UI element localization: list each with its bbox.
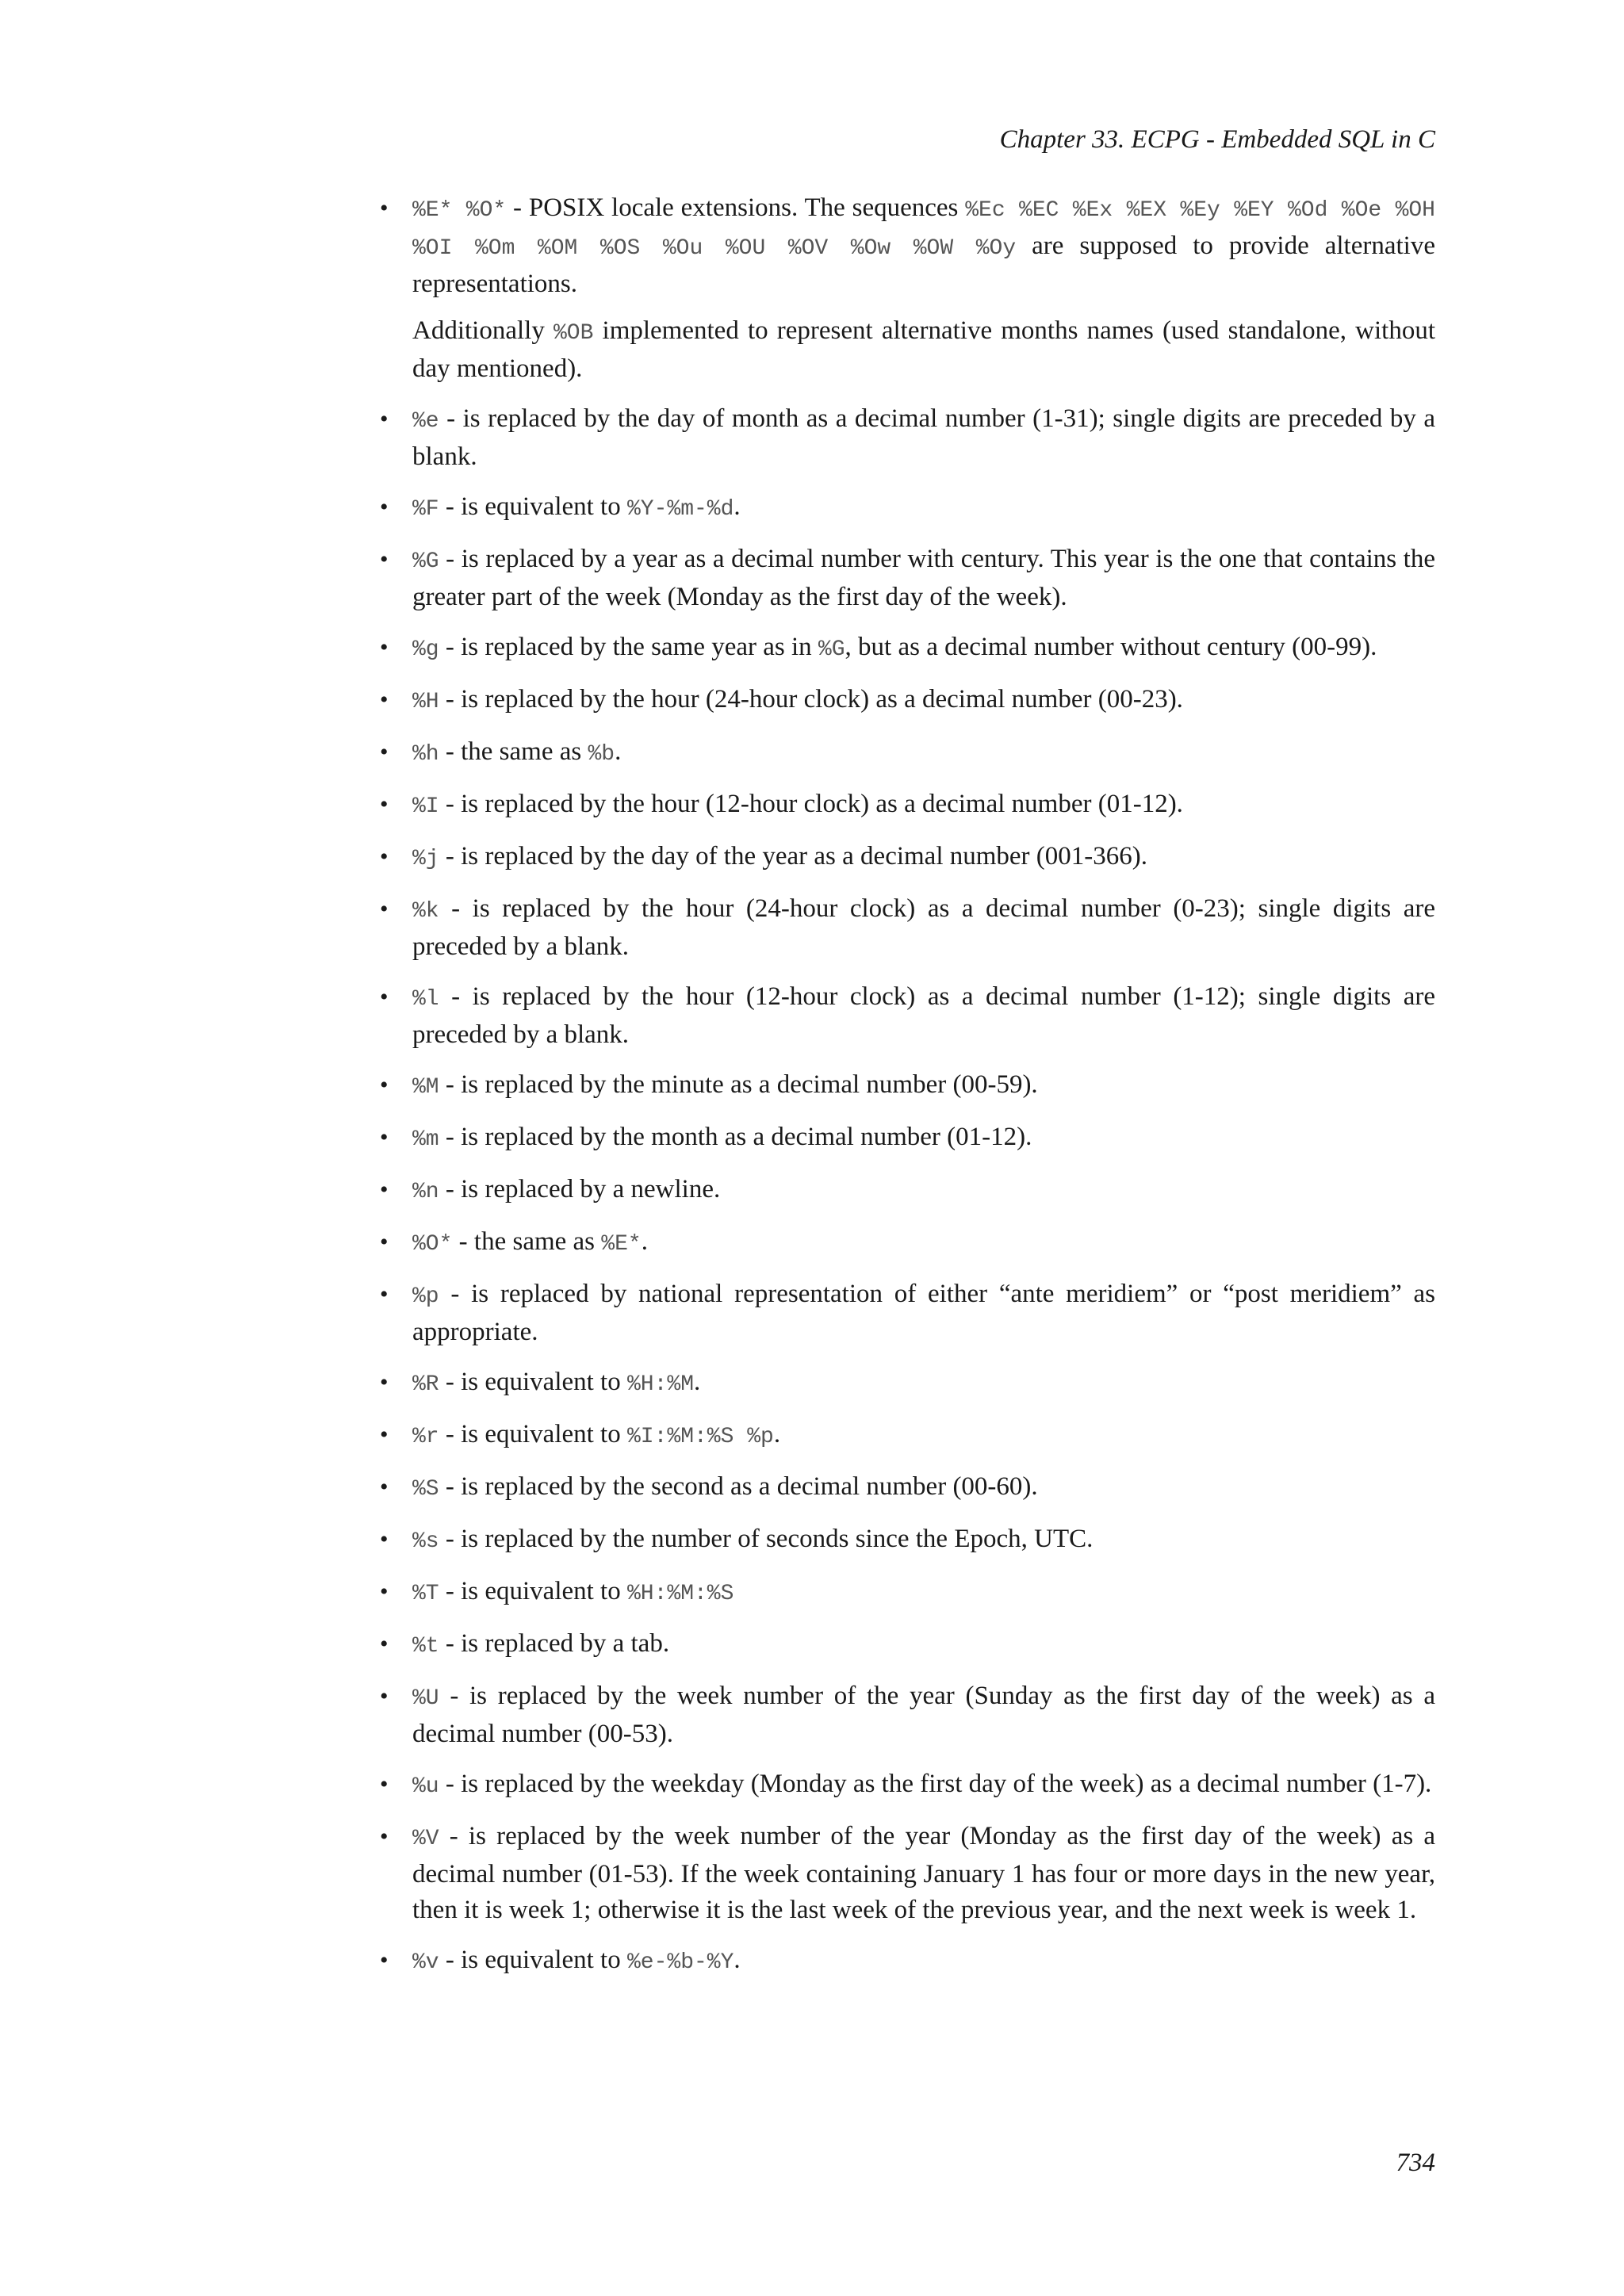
description-text: - is replaced by the weekday (Monday as the first day of the week) as a decimal number (1-7). — [439, 1770, 1432, 1798]
description-text: . — [641, 1227, 648, 1256]
list-item — [374, 401, 1435, 475]
format-code: %s — [412, 1529, 439, 1554]
list-item — [374, 1469, 1435, 1507]
format-code: %H — [412, 690, 439, 714]
description-text: - is replaced by the second as a decimal number (00-60). — [439, 1472, 1038, 1501]
inline-code: %OB — [553, 321, 594, 346]
list-item — [374, 1819, 1435, 1928]
list-item — [374, 979, 1435, 1053]
format-code: %l — [412, 987, 439, 1012]
list-item — [374, 1067, 1435, 1105]
description-text: are supposed to provide alternative representations. — [412, 232, 1435, 298]
description-text: - is replaced by the hour (12-hour clock) as a decimal number (01-12). — [439, 790, 1183, 818]
list-item — [374, 1172, 1435, 1210]
format-code: %M — [412, 1075, 439, 1100]
list-item — [374, 734, 1435, 772]
description-text: - is replaced by the minute as a decimal number (00-59). — [439, 1070, 1038, 1099]
format-code: %j — [412, 847, 439, 871]
description-text: . — [615, 737, 622, 766]
description-text: implemented to represent alternative months names (used standalone, without day mentioned). — [412, 316, 1435, 383]
description-text: - is replaced by the day of month as a decimal number (1-31); single digits are preceded by a blank. — [412, 404, 1435, 471]
description-text: - the same as — [439, 737, 588, 766]
list-item — [374, 1119, 1435, 1158]
description-text: - is replaced by the hour (24-hour clock) as a decimal number (0-23); single digits are preceded by a blank. — [412, 894, 1435, 961]
description-text: - is replaced by a year as a decimal number with century. This year is the one that contains the greater part of the week (Monday as the first day of the week). — [412, 545, 1435, 611]
description-text: - is replaced by a newline. — [439, 1175, 721, 1203]
description-text: - is equivalent to — [439, 492, 627, 521]
list-item — [374, 1224, 1435, 1262]
format-code: %u — [412, 1774, 439, 1799]
format-code: %V — [412, 1827, 439, 1851]
list-item — [374, 190, 1435, 387]
format-code: %F — [412, 497, 439, 522]
format-code: %T — [412, 1582, 439, 1606]
list-item — [374, 1574, 1435, 1612]
description-text: . — [733, 492, 741, 521]
description-text: - POSIX locale extensions. The sequences — [506, 193, 966, 222]
format-code: %S — [412, 1477, 439, 1502]
inline-code: %Y-%m-%d — [626, 497, 734, 522]
format-code: %U — [412, 1686, 439, 1711]
description-text: - is equivalent to — [439, 1368, 627, 1396]
list-item — [374, 1626, 1435, 1664]
list-item — [374, 786, 1435, 825]
inline-code: %G — [818, 637, 845, 662]
description-text: - is replaced by the month as a decimal number (01-12). — [439, 1123, 1032, 1151]
description-text: - is replaced by the week number of the year (Monday as the first day of the week) as a decimal number (01-53). If the week containing January 1 has four or more days in the new year, then it is week 1; otherwise it is the last week of the previous year, and the next week is week 1. — [412, 1822, 1435, 1924]
list-item — [374, 1942, 1435, 1980]
description-text: . — [773, 1420, 781, 1448]
format-code: %R — [412, 1372, 439, 1397]
list-item — [374, 682, 1435, 720]
running-header: Chapter 33. ECPG - Embedded SQL in C — [999, 125, 1435, 154]
description-text: - is equivalent to — [439, 1946, 627, 1974]
inline-code: %b — [588, 742, 615, 767]
format-code: %n — [412, 1180, 439, 1204]
format-code: %e — [412, 409, 439, 434]
inline-code: %H:%M — [626, 1372, 694, 1397]
description-text: - is equivalent to — [439, 1420, 627, 1448]
list-item — [374, 1364, 1435, 1402]
description-text: - is equivalent to — [439, 1577, 627, 1605]
description-text: , but as a decimal number without century (00-99). — [845, 633, 1377, 661]
list-item — [374, 891, 1435, 965]
description-text: - is replaced by the day of the year as a decimal number (001-366). — [439, 842, 1148, 871]
list-item — [374, 1276, 1435, 1350]
description-text: - the same as — [452, 1227, 602, 1256]
description-text: - is replaced by the hour (24-hour clock) as a decimal number (00-23). — [439, 685, 1183, 714]
list-item — [374, 839, 1435, 877]
page-number: 734 — [1396, 2149, 1435, 2177]
list-item — [374, 1766, 1435, 1804]
format-code: %r — [412, 1425, 439, 1449]
inline-code: %e-%b-%Y — [626, 1950, 734, 1975]
format-code: %E* %O* — [412, 198, 507, 223]
description-text: Additionally — [412, 316, 553, 345]
list-item — [374, 1521, 1435, 1559]
description-text: - is replaced by national representation of either “ante meridiem” or “post meridiem” as appropriate. — [412, 1280, 1435, 1346]
description-text: . — [733, 1946, 741, 1974]
format-code: %h — [412, 742, 439, 767]
format-code: %G — [412, 549, 439, 574]
description-text: - is replaced by the number of seconds since the Epoch, UTC. — [439, 1525, 1094, 1553]
page-body — [374, 190, 1435, 1995]
inline-code: %Ec %EC %Ex %EX %Ey %EY %Od %Oe %OH %OI %Om %OM %OS %Ou %OU %OV %Ow %OW %Oy — [412, 198, 1435, 261]
description-text: - is replaced by a tab. — [439, 1629, 670, 1658]
description-text: - is replaced by the hour (12-hour clock) as a decimal number (1-12); single digits are preceded by a blank. — [412, 982, 1435, 1049]
format-code: %v — [412, 1950, 439, 1975]
inline-code: %I:%M:%S %p — [626, 1425, 774, 1449]
description-text: - is replaced by the week number of the year (Sunday as the first day of the week) as a decimal number (00-53). — [412, 1682, 1435, 1748]
format-code: %p — [412, 1284, 439, 1309]
format-code: %k — [412, 899, 439, 924]
format-specifier-list — [374, 190, 1435, 1980]
list-item — [374, 541, 1435, 615]
inline-code: %E* — [601, 1232, 642, 1257]
list-item — [374, 1678, 1435, 1752]
list-item — [374, 489, 1435, 527]
inline-code: %H:%M:%S — [626, 1582, 734, 1606]
list-item — [374, 1417, 1435, 1455]
format-code: %O* — [412, 1232, 453, 1257]
format-code: %m — [412, 1127, 439, 1152]
description-text: . — [694, 1368, 701, 1396]
format-code: %I — [412, 794, 439, 819]
list-item-note — [412, 313, 1435, 387]
list-item — [374, 629, 1435, 668]
description-text: - is replaced by the same year as in — [439, 633, 818, 661]
format-code: %g — [412, 637, 439, 662]
format-code: %t — [412, 1634, 439, 1659]
